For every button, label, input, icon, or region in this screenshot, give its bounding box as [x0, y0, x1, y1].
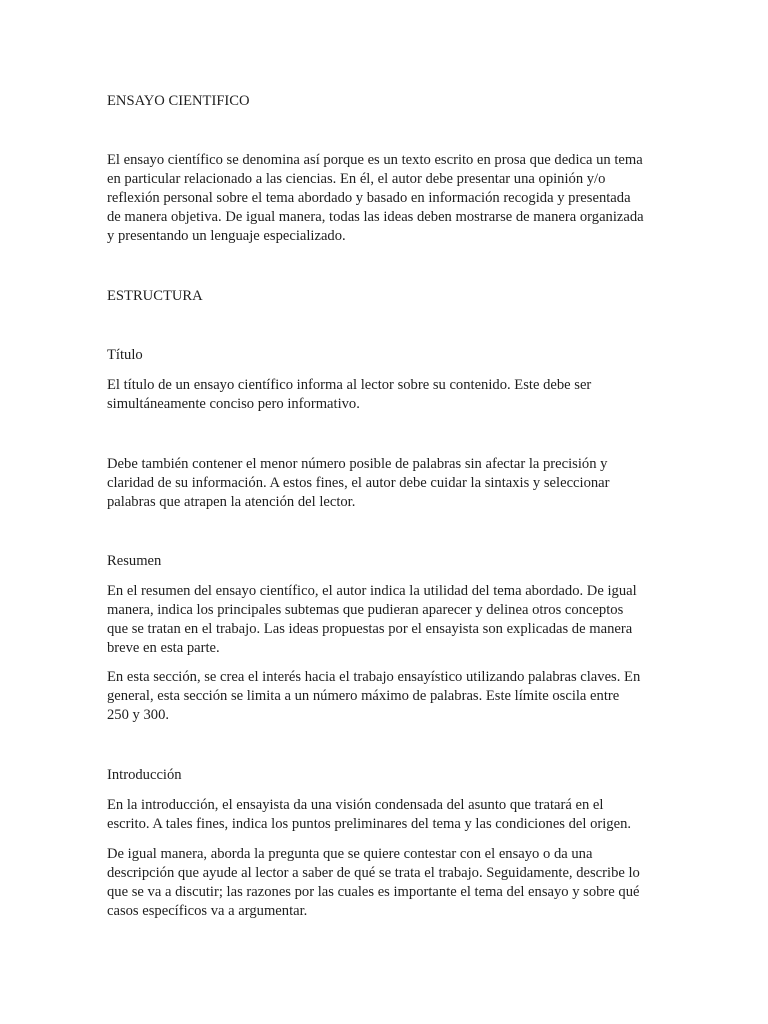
text-line: manera, indica los principales subtemas que pudieran aparecer y delinea otros conceptos	[107, 602, 624, 618]
structure-heading: ESTRUCTURA	[107, 288, 203, 304]
text-line: claridad de su información. A estos fines, el autor debe cuidar la sintaxis y seleccionar	[107, 475, 610, 491]
text-line: En esta sección, se crea el interés hacia el trabajo ensayístico utilizando palabras claves. En	[107, 669, 641, 685]
text-line: En la introducción, el ensayista da una visión condensada del asunto que tratará en el	[107, 797, 604, 813]
text-line: que se va a discutir; las razones por las cuales es importante el tema del ensayo y sobre qué	[107, 884, 640, 900]
text-line: 250 y 300.	[107, 707, 170, 723]
text-line: y presentando un lenguaje especializado.	[107, 228, 346, 244]
text-line: general, esta sección se limita a un número máximo de palabras. Este límite oscila entre	[107, 688, 620, 704]
text-line: El ensayo científico se denomina así porque es un texto escrito en prosa que dedica un tema	[107, 152, 643, 168]
text-line: breve en esta parte.	[107, 640, 220, 656]
resumen-paragraph-2	[107, 668, 667, 725]
text-line: en particular relacionado a las ciencias. En él, el autor debe presentar una opinión y/o	[107, 171, 606, 187]
text-line: descripción que ayude al lector a saber de qué se trata el trabajo. Seguidamente, describe lo	[107, 865, 640, 881]
document-title: ENSAYO CIENTIFICO	[107, 93, 250, 109]
text-line: De igual manera, aborda la pregunta que se quiere contestar con el ensayo o da una	[107, 846, 593, 862]
text-line: reflexión personal sobre el tema abordado y basado en información recogida y presentada	[107, 190, 631, 206]
titulo-heading: Título	[107, 347, 143, 363]
text-line: escrito. A tales fines, indica los puntos preliminares del tema y las condiciones del origen.	[107, 816, 632, 832]
text-line: de manera objetiva. De igual manera, todas las ideas deben mostrarse de manera organizada	[107, 209, 644, 225]
intro-paragraph	[107, 151, 667, 246]
text-line: Debe también contener el menor número posible de palabras sin afectar la precisión y	[107, 456, 608, 472]
text-line: palabras que atrapen la atención del lector.	[107, 494, 356, 510]
text-line: El título de un ensayo científico informa al lector sobre su contenido. Este debe ser	[107, 377, 592, 393]
resumen-heading: Resumen	[107, 553, 162, 569]
text-line: simultáneamente conciso pero informativo.	[107, 396, 360, 412]
text-line: casos específicos va a argumentar.	[107, 903, 308, 919]
introduccion-paragraph-2	[107, 845, 667, 921]
text-line: que se tratan en el trabajo. Las ideas propuestas por el ensayista son explicadas de manera	[107, 621, 633, 637]
titulo-paragraph-2	[107, 455, 667, 512]
introduccion-paragraph-1	[107, 796, 667, 834]
text-line: En el resumen del ensayo científico, el autor indica la utilidad del tema abordado. De igual	[107, 583, 637, 599]
introduccion-heading: Introducción	[107, 767, 182, 783]
resumen-paragraph-1	[107, 582, 667, 658]
titulo-paragraph-1	[107, 376, 667, 414]
